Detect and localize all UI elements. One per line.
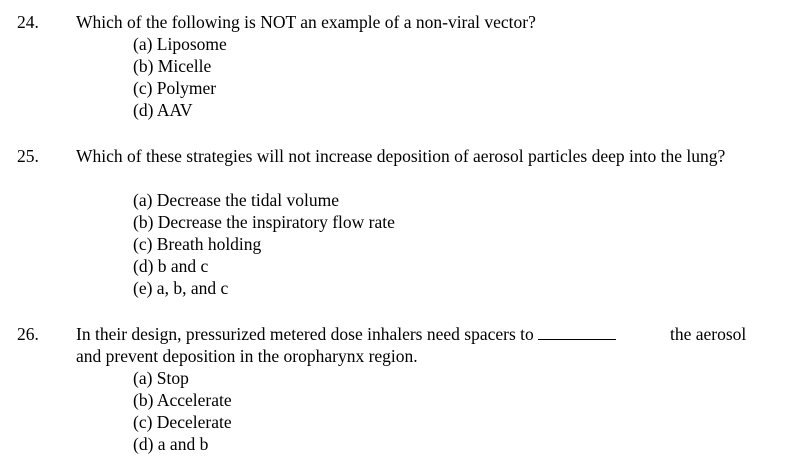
option-d: (d) a and b xyxy=(133,434,209,454)
question-text: Which of these strategies will not increase deposition of aerosol particles deep into the lung? xyxy=(76,146,726,166)
option-e: (e) a, b, and c xyxy=(133,278,229,298)
question-number: 25. xyxy=(17,146,39,166)
option-b: (b) Accelerate xyxy=(133,390,232,410)
answer-blank xyxy=(538,324,616,340)
option-a: (a) Liposome xyxy=(133,34,227,54)
option-list xyxy=(133,189,395,299)
question-text xyxy=(76,323,766,367)
option-d: (d) b and c xyxy=(133,256,209,276)
question-text-part2: the aerosol xyxy=(670,324,747,344)
option-c: (c) Breath holding xyxy=(133,234,262,254)
question-text-part1: In their design, pressurized metered dose inhalers need spacers to xyxy=(76,324,534,344)
option-b: (b) Decrease the inspiratory flow rate xyxy=(133,212,395,232)
question-text: Which of the following is NOT an example of a non-viral vector? xyxy=(76,12,536,32)
option-a: (a) Stop xyxy=(133,368,189,388)
option-b: (b) Micelle xyxy=(133,56,212,76)
question-number: 24. xyxy=(17,12,39,32)
option-a: (a) Decrease the tidal volume xyxy=(133,190,340,210)
option-c: (c) Decelerate xyxy=(133,412,232,432)
option-c: (c) Polymer xyxy=(133,78,217,98)
option-list xyxy=(133,33,227,121)
question-number: 26. xyxy=(17,324,39,344)
option-d: (d) AAV xyxy=(133,100,193,120)
question-text-part3: and prevent deposition in the oropharynx region. xyxy=(76,346,418,366)
option-list xyxy=(133,367,232,455)
